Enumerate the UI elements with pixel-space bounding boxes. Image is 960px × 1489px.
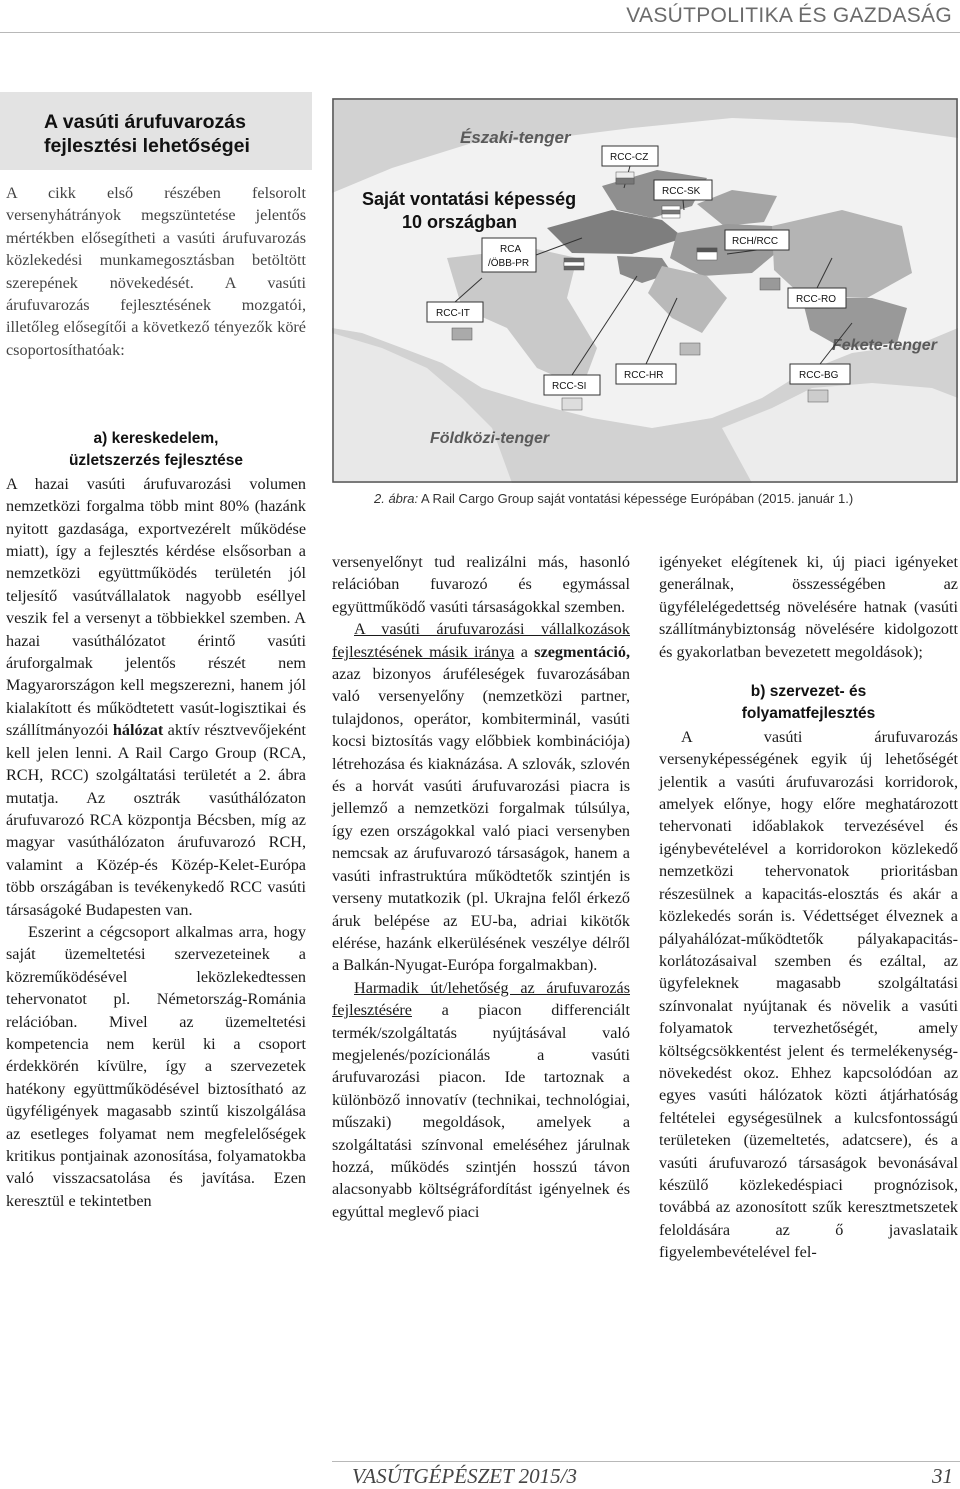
flag-it [452, 328, 472, 340]
article-title-line-1: A vasúti árufuvarozás [44, 111, 246, 133]
footer-rule [332, 1461, 960, 1462]
label-bg: RCC-BG [799, 370, 839, 381]
label-hr: RCC-HR [624, 370, 664, 381]
col2-paragraph-1: versenyelőnyt tud realizálni más, hasonló relációban fuvarozó és egymással együttműködő vasúti társaságokkal szemben. [332, 553, 630, 616]
flag-at-stripe [564, 262, 584, 266]
section-header: VASÚTPOLITIKA ÉS GAZDASÁG [626, 4, 952, 27]
flag-hu-stripe [697, 248, 717, 252]
article-title-line-2: fejlesztési lehetőségei [44, 135, 250, 157]
intro-text: A cikk első részében felsorolt versenyhátrányok megszüntetése jelentős mértékben elősegítheti a vasúti árufuvarozás közlekedési munkamegosztásban betöltött szerepének növekedését. A vasúti árufuvarozás fejlesztésének mozgatói, illetőleg elősegítői a következő tényezők köré csoportosíthatóak: [6, 184, 306, 359]
rail-cargo-map [332, 98, 958, 483]
map-headline-1: Saját vontatási képesség [362, 189, 577, 209]
page-number: 31 [932, 1464, 953, 1488]
subheading-b-line-1: b) szervezet- és [750, 683, 867, 701]
col2-p3-rest: a piacon differenciált termék/szolgáltatás nyújtásával való megjelenés/pozícionálás a vasúti árufuvarozási piacon. Ide tartoznak a különböző innovatív (technikai, technológiai, műszaki) megoldások, amelyek a szolgáltatási színvonal emeléséhez járulnak hozzá, működés szintjén hosszú távon alacsonyabb költségráfordítást igényelnek és egyúttal meglevő piaci [332, 1001, 630, 1221]
column-3 [659, 551, 958, 1264]
flag-si [562, 398, 582, 410]
subheading-a-line-2: üzletszerzés fejlesztése [68, 452, 244, 470]
intro-paragraph [6, 182, 306, 361]
caption-text: A Rail Cargo Group saját vontatási képessége Európában (2015. január 1.) [418, 491, 854, 506]
col1-paragraph-1 [6, 473, 306, 921]
footer-journal: VASÚTGÉPÉSZET 2015/3 [352, 1464, 577, 1488]
column-2 [332, 551, 630, 1223]
label-rch: RCH/RCC [732, 236, 779, 247]
subheading-a [6, 428, 306, 473]
col3-paragraph-2: A vasúti árufuvarozás versenyképességének egyik új lehetőségét jelentik a vasúti árufuvarozási korridorok, amelyek előnye, hogy előre meghatározott tehervonati időablakok tervezésével és igénybevételével a korridorokon közlekedő nemzetközi tehervonatok prioritásban részesülnek a kapacitás-elosztás és akár a közlekedés során is. Védettséget élveznek a pályahálózat-működtetők pályakapacitás-korlátozásaival szemben és ezáltal, az ügyfeleknek magasabb szolgáltatási színvonalat nyújtanak és növelik a vasúti folyamatok tervezhetőségét, amely költségcsökkentést jelent és termelékenység-növekedést okoz. Ehhez kapcsolódóan az egyes vasúti hálózatok közti átjárhatóság feltételei egységesülnek a kulcsfontosságú területeken (üzemeltetés, adatcsere), és a vasúti árufuvarozó társaságok bevonásával készülő közlekedéspiaci prognózisok, továbbá az azonosított szűk keresztmetszetek feloldására az ő javaslataik figyelembevételével fel- [659, 727, 958, 1262]
col2-paragraph-2 [332, 618, 630, 977]
subheading-b [659, 681, 958, 726]
col1-p1-text-a: A hazai vasúti árufuvarozási volumen nemzetközi forgalma több mint 80% (hazánk nyitott gazdasága, exportvezérelt működése miatt), így a fejlesztés kérdése elsősorban a nemzetközi együttműködés területén jól teljesítő vasútvállalatok nagyobb eséllyel veszik fel a versenyt a többiekkel szemben. A hazai vasúthálózatot érintő vasúti áruforgalmak jelentős részét nem Magyarországon kell megszerezni, hanem jól kialakított és működtetett vasút-logisztikai és szállítmányozói [6, 474, 306, 740]
col1-p1-text-b: aktív résztvevőjeként kell jelen lenni. A Rail Cargo Group (RCA, RCH, RCC) szolgáltatási területét a 2. ábra mutatja. Az osztrák vasúthálózaton árufuvarozó RCA központja Bécsben, míg az magyar vasúthálózaton árufuvarozó RCH, valamint a Közép-és Közép-Kelet-Európa több országában is tevékenykedő RCC vasúti társaságoké Budapesten van. [6, 721, 306, 919]
label-ro: RCC-RO [796, 294, 836, 305]
caption-prefix: 2. ábra: [374, 491, 419, 506]
subheading-a-line-1: a) kereskedelem, [93, 430, 219, 447]
subheading-b-line-2: folyamatfejlesztés [741, 705, 876, 723]
map-headline-2: 10 országban [402, 212, 518, 232]
header-rule [0, 32, 960, 33]
flag-bg [808, 390, 828, 402]
col2-p2-mid: a [514, 642, 535, 661]
article-title [0, 92, 312, 158]
col2-paragraph-3 [332, 977, 630, 1223]
label-rca-1: RCA [500, 244, 522, 255]
col3-paragraph-1: igényeket elégítenek ki, új piaci igényeket generálnak, összességében az ügyfélelégedettség növelésére hatnak (vasúti szállítmánybiztonság növelésére kidolgozott és gyakorlatban bevezetett megoldások); [659, 553, 958, 661]
column-1 [6, 428, 306, 1212]
flag-ro [760, 278, 780, 290]
label-sk: RCC-SK [662, 186, 701, 197]
label-si: RCC-SI [552, 381, 587, 392]
article-title-box [0, 92, 312, 170]
col2-p3-underlined: Harmadik út/lehetőség az árufuvarozás fejlesztésére [332, 978, 630, 1020]
flag-sk-stripe [662, 210, 680, 214]
figure-caption [374, 491, 853, 506]
col2-p2-rest: azaz bizonyos áruféleségek fuvarozásában való versenyelőny (nemzetközi partner, tulajdonos, operátor, kombiterminál, vasúti kocsi biztosítás vagy előbbiek kombinációja) létrehozása és kiaknázása. A szlovák, szlovén és a horvát vasúti árufuvarozási piacra is jellemző a nemzetközi forgalmak túlsúlya, így ezen országokkal való piaci versenyben nemcsak az árufuvarozó társaságok, hanem a vasúti infrastruktúra működtetők szintjén is verseny mutatkozik (pl. Ukrajna felől érkező áruk belépése az EU-ba, adriai kikötők elérése, hazánk elkerülésének veszélye délről a Balkán-Nyugat-Európa forgalmakban). [332, 665, 630, 975]
sea-north-label: Északi-tenger [460, 128, 571, 147]
col2-p2-bold: szegmentáció, [534, 642, 631, 661]
col1-paragraph-2: Eszerint a cégcsoport alkalmas arra, hogy saját üzemeltetési szervezeteinek a közreműködésével leközlekedtessen tehervonatot pl. Németország-Románia relációban. Mivel az üzemeltetési kompetencia nem kerül ki a csoport érdekkörén kívülre, így a szervezetek hatékony együttműködésével biztosítható az ügyféligények magasabb szintű kiszolgálása az esetleges folyamat nem megfelelőségek kritikus pontjainak azonosítása, folyamatokba való visszacsatolása és javítása. Ezen keresztül e tekintetben [6, 922, 306, 1210]
sea-med-label: Földközi-tenger [430, 430, 550, 447]
col2-p2-underlined: A vasúti árufuvarozási vállalkozások fejlesztésének másik iránya [332, 620, 630, 661]
col1-p1-bold: hálózat [112, 721, 164, 740]
label-rca-2: /ÖBB-PR [488, 258, 530, 269]
sea-black-label: Fekete-tenger [832, 337, 937, 354]
flag-hr [680, 343, 700, 355]
label-cz: RCC-CZ [610, 152, 649, 163]
label-it: RCC-IT [436, 308, 470, 319]
flag-cz-stripe [616, 178, 634, 184]
